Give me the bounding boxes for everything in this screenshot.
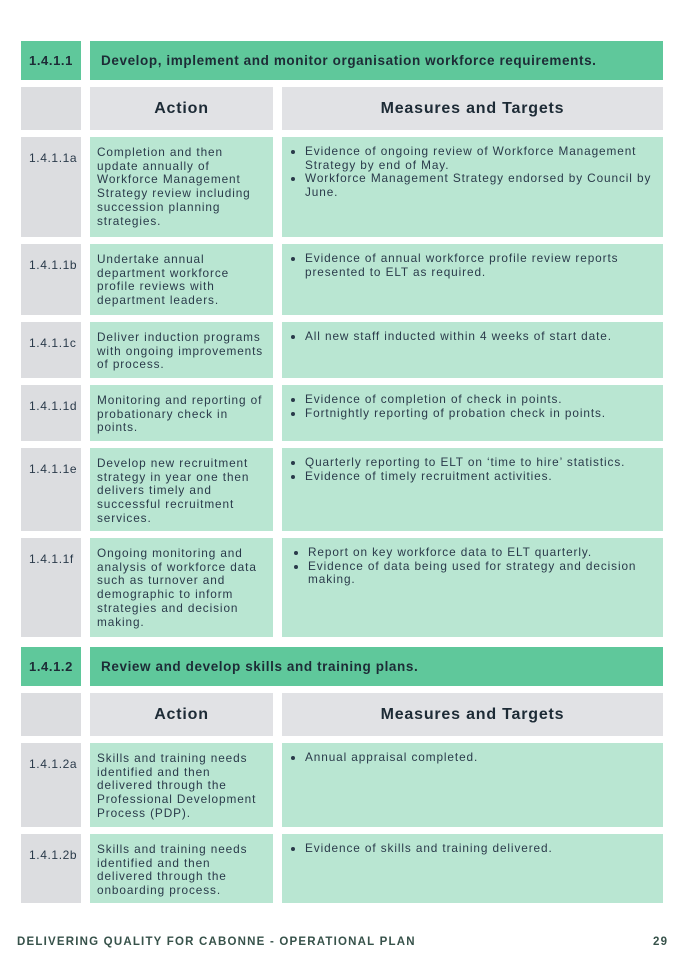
measure-item: • Workforce Management Strategy endorsed by Council by June.: [305, 172, 657, 199]
section-title: Develop, implement and monitor organisation workforce requirements.: [90, 41, 663, 80]
row-action: Undertake annual department workforce profile reviews with department leaders.: [90, 244, 273, 315]
measure-item: • Report on key workforce data to ELT quarterly.: [308, 546, 657, 560]
row-code: 1.4.1.1f: [21, 538, 81, 637]
measure-item: • Quarterly reporting to ELT on ‘time to hire’ statistics.: [305, 456, 657, 470]
header-spacer: [21, 693, 81, 736]
row-measures: [282, 244, 663, 315]
section-code: 1.4.1.1: [21, 41, 81, 80]
row-action: Ongoing monitoring and analysis of workforce data such as turnover and demographic to inform strategies and decision making.: [90, 538, 273, 637]
action-column-header: Action: [90, 693, 273, 736]
row-measures: [282, 538, 663, 637]
row-action: Completion and then update annually of Workforce Management Strategy review including succession planning strategies.: [90, 137, 273, 237]
section-code: 1.4.1.2: [21, 647, 81, 686]
header-spacer: [21, 87, 81, 130]
row-code: 1.4.1.1e: [21, 448, 81, 531]
row-code: 1.4.1.2b: [21, 834, 81, 903]
measure-item: • Evidence of timely recruitment activities.: [305, 470, 657, 484]
measure-item: • Evidence of data being used for strategy and decision making.: [308, 560, 657, 587]
measure-item: • Fortnightly reporting of probation check in points.: [305, 407, 657, 421]
row-code: 1.4.1.2a: [21, 743, 81, 827]
measures-column-header: Measures and Targets: [282, 693, 663, 736]
row-action: Skills and training needs identified and then delivered through the onboarding process.: [90, 834, 273, 903]
row-code: 1.4.1.1a: [21, 137, 81, 237]
measure-item: • Evidence of annual workforce profile review reports presented to ELT as required.: [305, 252, 657, 279]
page-number: 29: [653, 936, 669, 948]
measure-item: • Annual appraisal completed.: [305, 751, 657, 765]
row-code: 1.4.1.1b: [21, 244, 81, 315]
row-measures: [282, 448, 663, 531]
row-measures: [282, 743, 663, 827]
row-measures: [282, 322, 663, 378]
row-measures: [282, 834, 663, 903]
measures-column-header: Measures and Targets: [282, 87, 663, 130]
row-measures: [282, 137, 663, 237]
row-action: Skills and training needs identified and then delivered through the Professional Development Process (PDP).: [90, 743, 273, 827]
footer-title: DELIVERING QUALITY FOR CABONNE - OPERATIONAL PLAN: [17, 936, 416, 948]
row-action: Develop new recruitment strategy in year one then delivers timely and successful recruitment services.: [90, 448, 273, 531]
row-action: Monitoring and reporting of probationary check in points.: [90, 385, 273, 441]
measure-item: • Evidence of completion of check in points.: [305, 393, 657, 407]
row-code: 1.4.1.1d: [21, 385, 81, 441]
row-measures: [282, 385, 663, 441]
section-title: Review and develop skills and training plans.: [90, 647, 663, 686]
measure-item: • Evidence of ongoing review of Workforce Management Strategy by end of May.: [305, 145, 657, 172]
measure-item: • Evidence of skills and training delivered.: [305, 842, 657, 856]
measure-item: • All new staff inducted within 4 weeks of start date.: [305, 330, 657, 344]
row-code: 1.4.1.1c: [21, 322, 81, 378]
row-action: Deliver induction programs with ongoing improvements of process.: [90, 322, 273, 378]
action-column-header: Action: [90, 87, 273, 130]
